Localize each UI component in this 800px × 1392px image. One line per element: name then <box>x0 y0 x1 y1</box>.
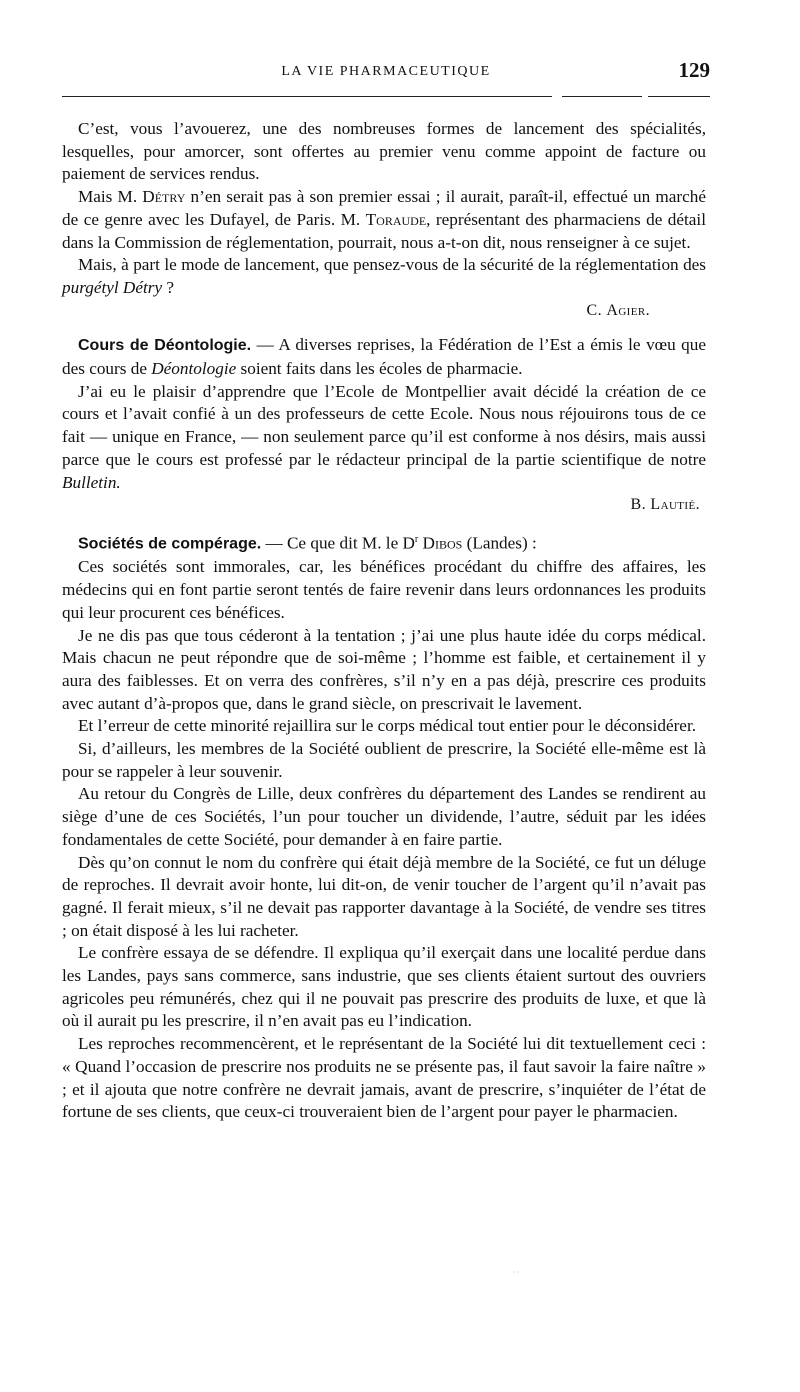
person-name: Toraude <box>365 209 427 229</box>
header-rule-segment <box>648 96 710 97</box>
product-name: purgétyl Détry <box>62 277 163 297</box>
article-deontologie <box>62 334 706 517</box>
running-title: LA VIE PHARMACEUTIQUE <box>281 64 491 79</box>
paragraph: Je ne dis pas que tous céderont à la tentation ; j’ai une plus haute idée du corps médical. Mais chacun ne peut répondre que de soi-même ; l’homme est faible, et certainement il y aura des faiblesses. Et on verra des confrères, s’il n’y en a pas déjà, prescrire ces produits avec autant d’à-propos que, dans le grand siècle, on prescrivait le lavement. <box>62 625 706 713</box>
paragraph: Les reproches recommencèrent, et le représentant de la Société lui dit textuellement ceci : « Quand l’occasion de prescrire nos produits ne se présente pas, il faut savoir la faire naître » ; et il ajouta que notre confrère ne devrait jamais, avant de prescrire, s’inquiéter de l’état de fortune de ses clients, que ceux-ci trouveraient bien de l’argent pour payer le pharmacien. <box>62 1034 706 1122</box>
person-name: Détry <box>142 187 186 207</box>
paragraph: Au retour du Congrès de Lille, deux confrères du département des Landes se rendirent au siège d’une de ces Sociétés, l’un pour toucher un dividende, l’autre, séduit par les idées fondamentales de cette Société, pour demander à en faire partie. <box>62 784 706 849</box>
article-compérage <box>62 529 706 1124</box>
paragraph: Ces sociétés sont immorales, car, les bénéfices procédant du chiffre des affaires, les médecins qui en font partie seront tentés de faire revenir dans leurs ordonnances les produits qui leur procurent ces bénéfices. <box>62 557 706 622</box>
paragraph: J’ai eu le plaisir d’apprendre que l’Ecole de Montpellier avait décidé la création de ce cours et l’avait confié à un des professeurs de cette Ecole. Nous nous réjouirons tous de ce fait — unique en France, — non seulement parce qu’il est conforme à nos désirs, mais aussi parce que le cours est professé par le rédacteur principal de la partie scientifique de notre Bulletin. <box>62 381 706 492</box>
section-heading: Cours de Déontologie. <box>78 337 252 355</box>
paragraph: Et l’erreur de cette minorité rejaillira sur le corps médical tout entier pour le déconsidérer. <box>78 716 697 736</box>
print-mark: · · <box>512 1268 520 1277</box>
page-number: 129 <box>678 58 710 82</box>
paragraph: Le confrère essaya de se défendre. Il expliqua qu’il exerçait dans une localité perdue dans les Landes, pays sans commerce, sans industrie, que ses clients étaient surtout des ouvriers agricoles peu rémunérés, chez qui il ne pouvait pas prescrire des produits de luxe, et que là où il aurait pu les prescrire, il n’en avait pas eu l’indication. <box>62 943 706 1031</box>
paragraph: Dès qu’on connut le nom du confrère qui était déjà membre de la Société, ce fut un déluge de reproches. Il devrait avoir honte, lui dit-on, de venir toucher de l’argent qu’il n’avait pas gagné. Il ferait mieux, s’il ne devait pas rapporter davantage à la Société, de vendre ses titres ; on était disposé à les lui racheter. <box>62 852 706 940</box>
body-text <box>62 118 706 1124</box>
paragraph: Mais M. Détry n’en serait pas à son premier essai ; il aurait, paraît-il, effectué un marché de ce genre avec les Dufayel, de Paris. M. Toraude, représentant des pharmaciens de détail dans la Commission de réglementation, pourrait, nous a-t-on dit, nous renseigner à ce sujet. <box>62 187 706 252</box>
signature: B. Lautié. <box>630 496 700 514</box>
paragraph: Cours de Déontologie. — A diverses reprises, la Fédération de l’Est a émis le vœu que des cours de Déontologie soient faits dans les écoles de pharmacie. <box>62 335 706 379</box>
section-heading: Sociétés de compérage. <box>78 535 262 553</box>
paragraph: C’est, vous l’avouerez, une des nombreuses formes de lancement des spécialités, lesquelles, pour amorcer, sont offertes au premier venu comme appoint de facture ou paiement de services rendus. <box>62 119 706 184</box>
paragraph: Si, d’ailleurs, les membres de la Société oublient de prescrire, la Société elle-même est là pour se rappeler à leur souvenir. <box>62 739 706 781</box>
header-rule <box>62 96 552 97</box>
running-header <box>62 60 710 86</box>
paragraph: Sociétés de compérage. — Ce que dit M. le $D^r$ Dibos (Landes) : <box>78 533 537 553</box>
article-purgetyl <box>62 118 706 322</box>
header-rule-segment <box>562 96 642 97</box>
signature: C. Agier. <box>586 301 650 319</box>
paragraph: Mais, à part le mode de lancement, que pensez-vous de la sécurité de la réglementation des purgétyl Détry ? <box>62 255 706 297</box>
